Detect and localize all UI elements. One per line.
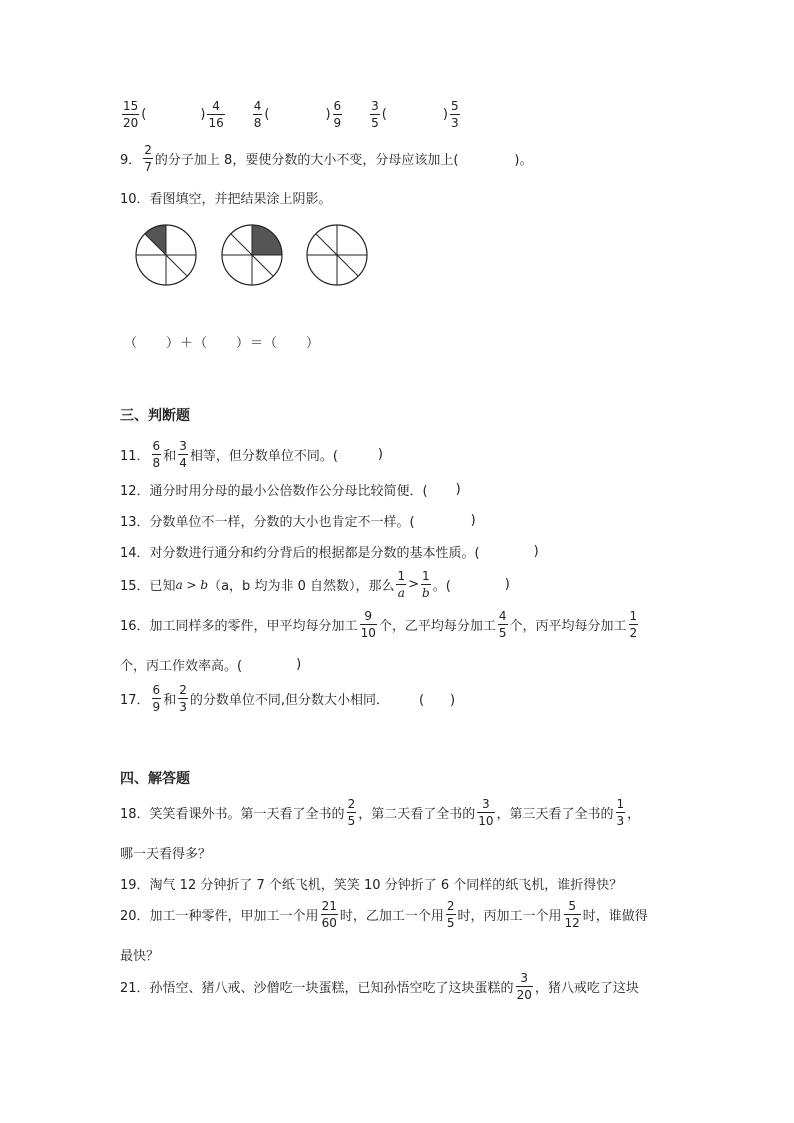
fraction: $\frac{3}{5}$ [371, 99, 379, 130]
fraction: $\frac{9}{10}$ [360, 609, 376, 640]
question-10: 10． 看图填空，并把结果涂上阴影。 [120, 192, 332, 207]
section-title-word-problems: 四、解答题 [120, 771, 190, 787]
fraction: $\frac{1}{b}$ [422, 569, 430, 600]
question-16-line-1: 16． 加工同样多的零件，甲平均每分加工 $\frac{9}{10}$ 个，乙平均每分加工 $\frac{4}{5}$ 个，丙平均每分加工 $\frac{1}{2}$ [120, 609, 638, 640]
fraction: $\frac{4}{16}$ [208, 99, 224, 130]
section-title-judgement: 三、判断题 [120, 408, 190, 424]
blank-paren-close: ) [200, 107, 206, 122]
fraction-circles-figure [130, 220, 380, 290]
shaded-sector [145, 225, 166, 255]
question-20-line-1: 20． 加工一种零件，甲加工一个用 $\frac{21}{60}$ 时，乙加工一个用 $\frac{2}{5}$ 时，丙加工一个用 $\frac{5}{12}$ 时，谁做得 [120, 899, 648, 930]
fraction: $\frac{15}{20}$ [123, 99, 139, 130]
fraction: $\frac{1}{3}$ [616, 797, 625, 828]
fraction: $\frac{4}{5}$ [498, 609, 507, 640]
fraction: $\frac{1}{a}$ [397, 569, 406, 600]
blank-paren-open: ( [264, 107, 270, 122]
question-21: 21． 孙悟空、猪八戒、沙僧吃一块蛋糕，已知孙悟空吃了这块蛋糕的 $\frac{3}{20}$ ，猪八戒吃了这块 [120, 971, 639, 1002]
question-13: 13． 分数单位不一样，分数的大小也肯定不一样。( ) [120, 513, 476, 530]
question-20-line-2: 最快？ [120, 949, 160, 964]
circle-1 [136, 225, 196, 285]
fraction: $\frac{2}{3}$ [179, 683, 187, 714]
question-16-line-2: 个，丙工作效率高。( ) [120, 657, 302, 674]
question-15: 15． 已知 a > b （a，b 均为非 0 自然数），那么 $\frac{1}{a}$ > $\frac{1}{b}$ 。( ) [120, 569, 510, 600]
question-17: 17． $\frac{6}{9}$ 和 $\frac{2}{3}$ 的分数单位不同,但分数大小相同． ( ) [120, 683, 456, 714]
q10-equation: （ ）＋（ ）＝（ ） [124, 336, 321, 351]
fraction: $\frac{6}{9}$ [333, 99, 342, 130]
blank-paren-open: ( [141, 107, 147, 122]
fraction: $\frac{6}{8}$ [152, 439, 161, 470]
question-18-line-2: 哪一天看得多？ [120, 847, 212, 862]
question-12: 12． 通分时用分母的最小公倍数作公分母比较简便．( ) [120, 482, 461, 499]
fraction: $\frac{5}{12}$ [564, 899, 580, 930]
blank-paren-close: ) [442, 107, 448, 122]
circle-3 [307, 225, 367, 285]
question-9: 9． $\frac{2}{7}$ 的分子加上 8，要使分数的大小不变，分母应该加上( )。 [120, 143, 533, 174]
fraction: $\frac{4}{8}$ [253, 99, 262, 130]
fraction: $\frac{2}{7}$ [144, 143, 152, 174]
fraction: $\frac{2}{5}$ [347, 797, 356, 828]
fraction: $\frac{6}{9}$ [152, 683, 161, 714]
q8-row [120, 100, 462, 129]
fraction: $\frac{21}{60}$ [321, 899, 337, 930]
fraction: $\frac{3}{4}$ [179, 439, 187, 470]
question-14: 14． 对分数进行通分和约分背后的根据都是分数的基本性质。( ) [120, 544, 539, 561]
fraction: $\frac{2}{5}$ [446, 899, 455, 930]
question-19: 19． 淘气 12 分钟折了 7 个纸飞机，笑笑 10 分钟折了 6 个同样的纸飞机，谁折得快？ [120, 878, 623, 893]
circle-2 [222, 225, 282, 285]
question-18-line-1: 18． 笑笑看课外书。第一天看了全书的 $\frac{2}{5}$ ，第二天看了全书的 $\frac{3}{10}$ ，第三天看了全书的 $\frac{1}{3}$ ， [120, 797, 641, 828]
fraction: $\frac{3}{20}$ [516, 971, 532, 1002]
fraction: $\frac{1}{2}$ [629, 609, 638, 640]
question-11: 11． $\frac{6}{8}$ 和 $\frac{3}{4}$ 相等，但分数单位不同。( ) [120, 439, 383, 470]
blank-paren-close: ) [325, 107, 331, 122]
fraction: $\frac{3}{10}$ [478, 797, 494, 828]
fraction: $\frac{5}{3}$ [450, 99, 459, 130]
blank-paren-open: ( [381, 107, 387, 122]
answer-blank[interactable]: ( ) [418, 693, 456, 708]
